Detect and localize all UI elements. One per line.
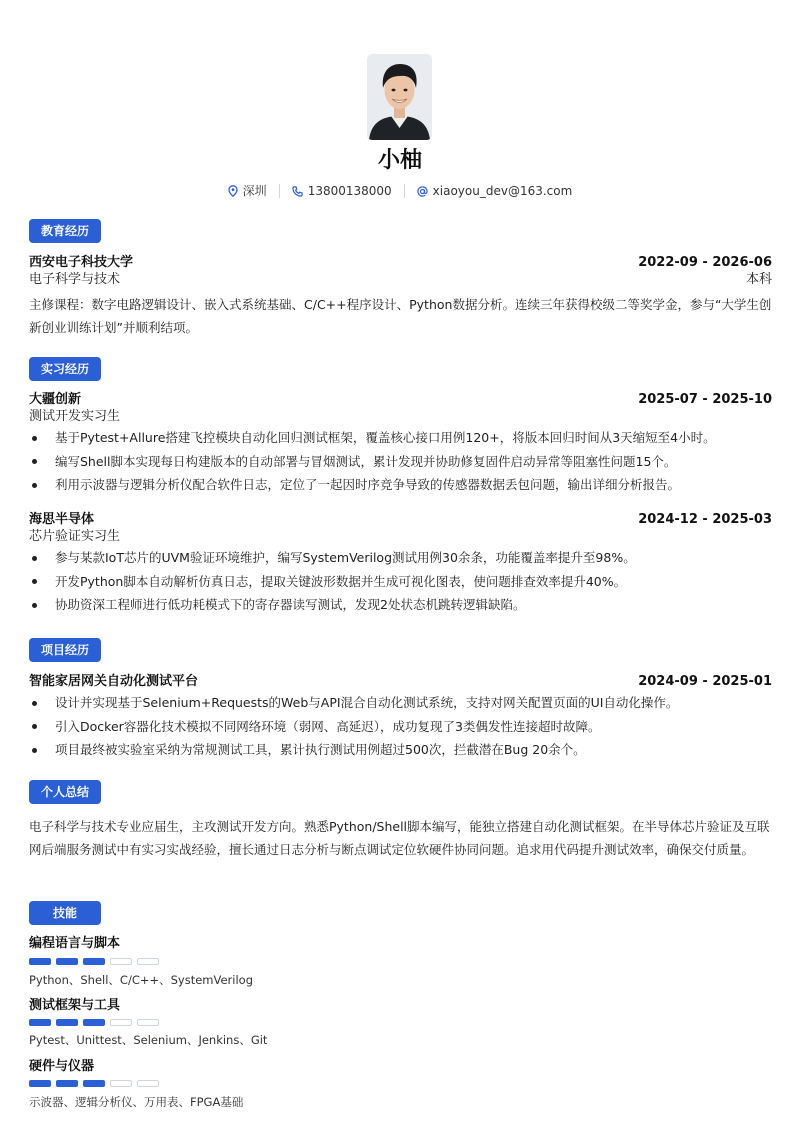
email-text: xiaoyou_dev@163.com	[432, 184, 573, 198]
education-header	[29, 254, 772, 271]
bullet-item: 项目最终被实验室采纳为常规测试工具，累计执行测试用例超过500次，拦截潜在Bug 20余个。	[29, 738, 772, 762]
skill-title: 测试框架与工具	[29, 998, 121, 1013]
skill-level-empty	[137, 1080, 159, 1087]
bullet-item: 利用示波器与逻辑分析仪配合软件日志，定位了一起因时序竞争导致的传感器数据丢包问题，输出详细分析报告。	[29, 473, 772, 497]
project-dates: 2024-09 - 2025-01	[638, 674, 772, 689]
skill-level-filled	[29, 1019, 51, 1026]
skill-title: 编程语言与脚本	[29, 936, 121, 951]
education-description: 主修课程：数字电路逻辑设计、嵌入式系统基础、C/C++程序设计、Python数据分析。连续三年获得校级二等奖学金，参与“大学生创新创业训练计划”并顺利结项。	[29, 297, 772, 335]
skill-level-filled	[83, 958, 105, 965]
internship-bullets	[29, 426, 772, 497]
internship-dates: 2024-12 - 2025-03	[638, 512, 772, 527]
skill-level-filled	[56, 1080, 78, 1087]
internship-role: 芯片验证实习生	[29, 529, 121, 544]
internship-dates: 2025-07 - 2025-10	[638, 392, 772, 407]
skill-level-filled	[83, 1019, 105, 1026]
skill-title: 硬件与仪器	[29, 1059, 95, 1074]
company-name: 大疆创新	[29, 392, 82, 407]
education-subheader	[29, 271, 772, 288]
section-tab-internship: 实习经历	[29, 357, 101, 381]
at-sign-icon	[417, 186, 428, 197]
contact-divider	[404, 184, 405, 198]
contact-phone	[292, 183, 392, 199]
skill-level-filled	[83, 1080, 105, 1087]
skill-level-empty	[110, 1080, 132, 1087]
company-name: 海思半导体	[29, 512, 95, 527]
skill-level-bar	[29, 1019, 159, 1026]
skill-level-filled	[56, 1019, 78, 1026]
skill-items: 示波器、逻辑分析仪、万用表、FPGA基础	[29, 1095, 244, 1109]
bullet-item: 设计并实现基于Selenium+Requests的Web与API混合自动化测试系统，支持对网关配置页面的UI自动化操作。	[29, 691, 772, 715]
avatar-photo	[367, 54, 432, 140]
bullet-item: 基于Pytest+Allure搭建飞控模块自动化回归测试框架，覆盖核心接口用例120+，将版本回归时间从3天缩短至4小时。	[29, 426, 772, 450]
bullet-item: 编写Shell脚本实现每日构建版本的自动部署与冒烟测试，累计发现并协助修复固件启动异常等阻塞性问题15个。	[29, 450, 772, 474]
internship-header	[29, 511, 772, 528]
section-tab-project: 项目经历	[29, 638, 101, 662]
contact-email	[417, 183, 573, 199]
skill-level-filled	[29, 1080, 51, 1087]
contact-divider	[279, 184, 280, 198]
skill-level-empty	[137, 1019, 159, 1026]
school-name: 西安电子科技大学	[29, 255, 134, 270]
candidate-name: 小柚	[377, 148, 422, 173]
location-pin-icon	[228, 185, 238, 197]
skill-level-empty	[137, 958, 159, 965]
skill-level-empty	[110, 1019, 132, 1026]
skill-items: Python、Shell、C/C++、SystemVerilog	[29, 973, 254, 987]
skill-level-bar	[29, 1080, 159, 1087]
section-tab-summary: 个人总结	[29, 780, 101, 804]
bullet-item: 参与某款IoT芯片的UVM验证环境维护，编写SystemVerilog测试用例30余条，功能覆盖率提升至98%。	[29, 546, 772, 570]
skill-level-filled	[56, 958, 78, 965]
section-tab-skills: 技能	[29, 901, 101, 925]
skill-level-empty	[110, 958, 132, 965]
contact-bar	[0, 183, 800, 199]
internship-role: 测试开发实习生	[29, 409, 121, 424]
degree: 本科	[745, 272, 772, 287]
major: 电子科学与技术	[29, 272, 121, 287]
project-header	[29, 673, 772, 690]
summary-text: 电子科学与技术专业应届生，主攻测试开发方向。熟悉Python/Shell脚本编写，能独立搭建自动化测试框架。在半导体芯片验证及互联网后端服务测试中有实习实战经验，擅长通过日志分析与断点调试定位软硬件协同问题。追求用代码提升测试效率，确保交付质量。	[29, 819, 770, 857]
internship-header	[29, 391, 772, 408]
bullet-item: 引入Docker容器化技术模拟不同网络环境（弱网、高延迟），成功复现了3类偶发性连接超时故障。	[29, 715, 772, 739]
phone-text: 13800138000	[307, 184, 392, 198]
skill-items: Pytest、Unittest、Selenium、Jenkins、Git	[29, 1033, 268, 1047]
location-text: 深圳	[242, 184, 267, 198]
bullet-item: 协助资深工程师进行低功耗模式下的寄存器读写测试，发现2处状态机跳转逻辑缺陷。	[29, 593, 772, 617]
project-bullets	[29, 691, 772, 762]
skill-level-bar	[29, 958, 159, 965]
phone-icon	[292, 186, 303, 197]
project-name: 智能家居网关自动化测试平台	[29, 674, 199, 689]
contact-location	[228, 183, 267, 199]
section-tab-education: 教育经历	[29, 219, 101, 243]
internship-bullets	[29, 546, 772, 617]
skill-level-filled	[29, 958, 51, 965]
bullet-item: 开发Python脚本自动解析仿真日志，提取关键波形数据并生成可视化图表，使问题排查效率提升40%。	[29, 570, 772, 594]
education-dates: 2022-09 - 2026-06	[638, 255, 772, 270]
